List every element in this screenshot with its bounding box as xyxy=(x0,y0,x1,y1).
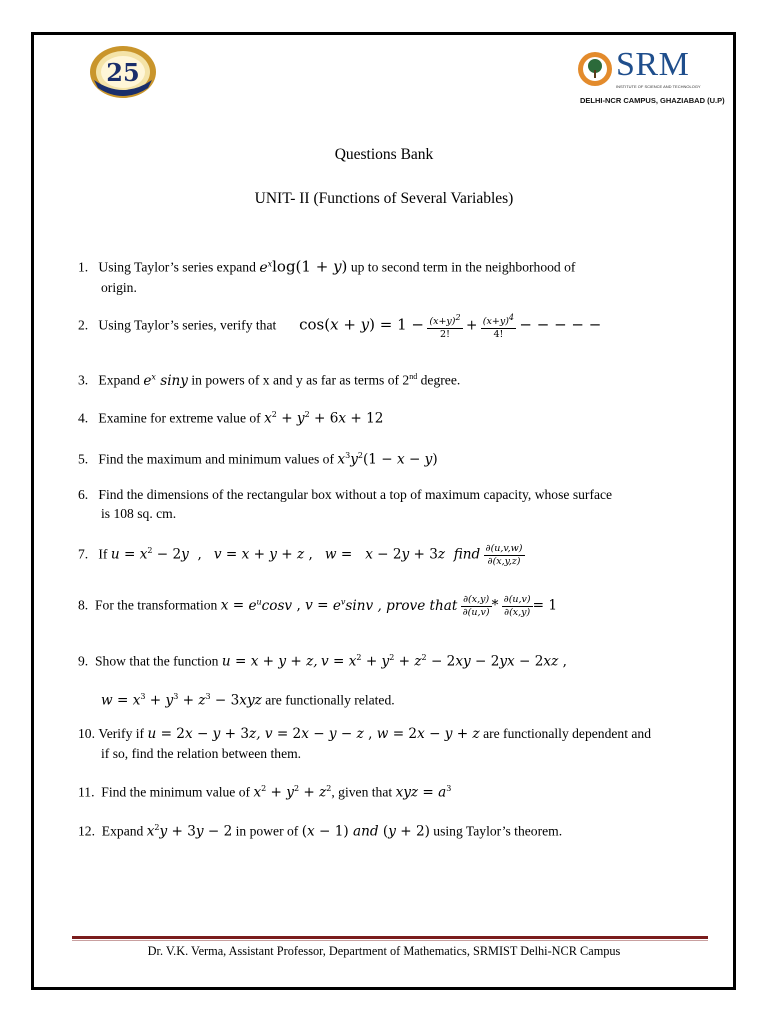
question-9: 9. Show that the function u = x + y + z, $v = x^2 + y^2 + z^2 - 2xy - 2yx - 2xz$ , xyxy=(78,653,567,670)
question-1: 1. Using Taylor’s series expand $e^x\log(1 + y)$ up to second term in the neighborhood of origin. xyxy=(78,257,576,295)
question-7: 7. If $u = x^2 - 2y$ , v = x + y + z , w = x − 2y + 3z find $\frac{\partial(u,v,w)}{\partial(x,y,z)}$ xyxy=(78,542,523,567)
logo-number: 25 xyxy=(106,58,140,87)
srm-subtitle: INSTITUTE OF SCIENCE AND TECHNOLOGY xyxy=(616,84,701,89)
question-9-cont: $w = x^3 + y^3 + z^3 - 3xyz$ are functionally related. xyxy=(101,692,395,709)
srm-brand: SRM xyxy=(616,46,690,83)
question-4: 4. Examine for extreme value of $x^2 + y^2 + 6x + 12$ xyxy=(78,410,384,427)
question-8: 8. For the transformation $x = e^u\cos v$ , $v = e^v\sin v$ , prove that $\frac{\partial(x,y)}{\partial(u,v)}$ * $\frac{\partial(u,v)}{\partial(x,y)}$ = 1 xyxy=(78,593,558,618)
question-5: 5. Find the maximum and minimum values of $x^3y^2(1 - x - y)$ xyxy=(78,451,438,468)
footer-divider-shadow xyxy=(72,940,708,941)
srm-emblem-icon xyxy=(576,50,614,88)
footer-divider xyxy=(72,936,708,939)
question-2: 2. Using Taylor’s series, verify that cos(x + y) = 1 − $\frac{(x+y)^2}{2!}$ + $\frac{(x+y)^4}{4!}$ − − − − − xyxy=(78,313,602,341)
srm-campus: DELHI-NCR CAMPUS, GHAZIABAD (U.P) xyxy=(580,96,725,105)
question-6: 6. Find the dimensions of the rectangular box without a top of maximum capacity, whose surface is 108 sq. cm. xyxy=(78,487,613,521)
unit-title: UNIT- II (Functions of Several Variables) xyxy=(254,190,514,207)
question-10: 10. Verify if u = 2x − y + 3z, v = 2x − y − z , w = 2x − y + z are functionally dependent and if so, find the relation between them. xyxy=(78,726,652,761)
question-3: 3. Expand $e^x$ siny in powers of x and y as far as terms of 2nd degree. xyxy=(78,372,461,389)
srm-logo xyxy=(576,46,725,112)
anniversary-logo xyxy=(88,44,158,100)
doc-title: Questions Bank xyxy=(334,146,434,163)
footer-author: Dr. V.K. Verma, Assistant Professor, Department of Mathematics, SRMIST Delhi-NCR Campus xyxy=(147,944,621,958)
question-12: 12. Expand $x^2y + 3y - 2$ in power of (x − 1) and (y + 2) using Taylor’s theorem. xyxy=(78,823,563,840)
question-11: 11. Find the minimum value of $x^2 + y^2 + z^2$, given that xyz = $a^3$ xyxy=(78,784,452,801)
